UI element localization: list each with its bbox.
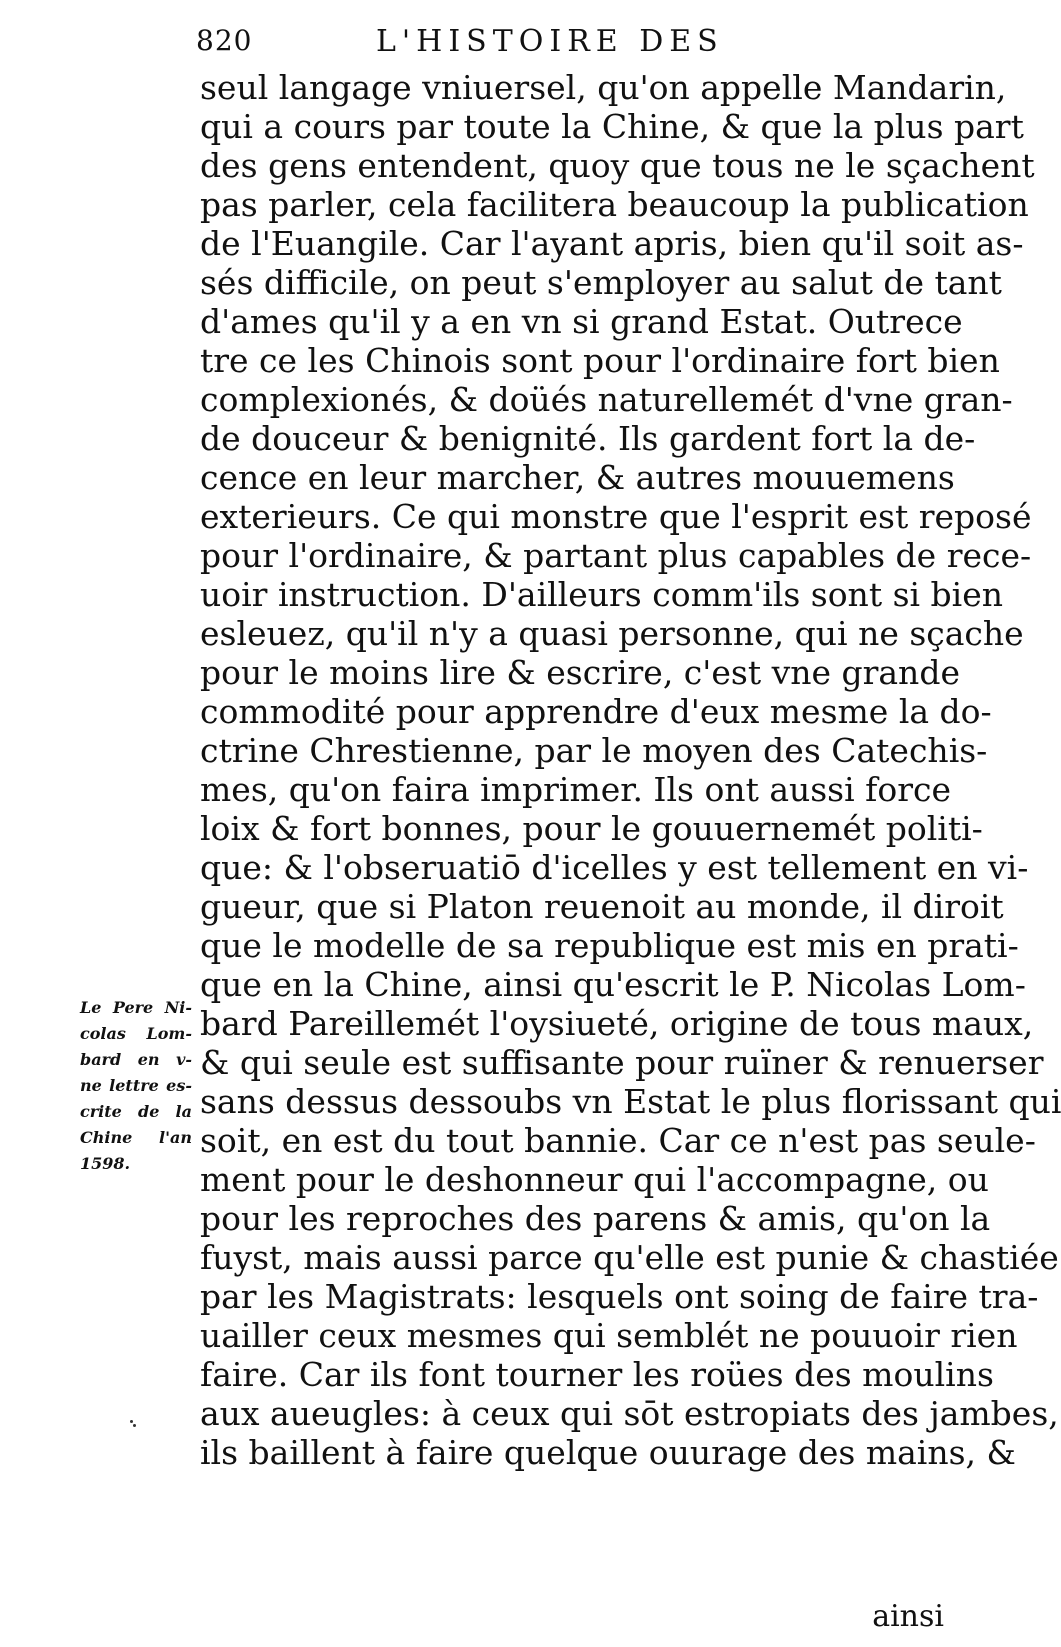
text-line: soit, en est du tout bannie. Car ce n'est pas seule-	[200, 1121, 1036, 1160]
text-line: fuyst, mais aussi parce qu'elle est punie & chastiée	[200, 1238, 1059, 1277]
text-line: mes, qu'on faira imprimer. Ils ont aussi force	[200, 770, 952, 809]
text-line: par les Magistrats: lesquels ont soing de faire tra-	[200, 1277, 1039, 1316]
text-line: ctrine Chrestienne, par le moyen des Catechis-	[200, 731, 988, 770]
text-line: ment pour le deshonneur qui l'accompagne, ou	[200, 1160, 989, 1199]
text-line: de l'Euangile. Car l'ayant apris, bien qu'il soit as-	[200, 224, 1024, 263]
body-text	[200, 68, 1061, 1472]
margin-note	[80, 995, 192, 1177]
text-line: sés difficile, on peut s'employer au salut de tant	[200, 263, 1002, 302]
text-line: pour les reproches des parens & amis, qu'on la	[200, 1199, 991, 1238]
margin-note-line: colas Lom-	[80, 1024, 192, 1043]
text-line: que le modelle de sa republique est mis en prati-	[200, 926, 1019, 965]
text-line: que en la Chine, ainsi qu'escrit le P. Nicolas Lom-	[200, 965, 1026, 1004]
catchword: ainsi	[872, 1599, 944, 1634]
margin-mark	[130, 1420, 136, 1426]
text-line: de douceur & benignité. Ils gardent fort la de-	[200, 419, 976, 458]
text-line: bard Pareillemét l'oysiueté, origine de tous maux,	[200, 1004, 1034, 1043]
text-line: uailler ceux mesmes qui semblét ne pouuoir rien	[200, 1316, 1018, 1355]
running-head: L'HISTOIRE DES	[376, 24, 724, 59]
margin-note-line: bard en v-	[80, 1050, 192, 1069]
margin-note-line: ne lettre es-	[80, 1076, 192, 1095]
text-line: commodité pour apprendre d'eux mesme la do-	[200, 692, 992, 731]
text-line: d'ames qu'il y a en vn si grand Estat. Outrece	[200, 302, 963, 341]
page-number: 820	[196, 24, 253, 57]
text-line: gueur, que si Platon reuenoit au monde, il diroit	[200, 887, 1004, 926]
text-line: qui a cours par toute la Chine, & que la plus part	[200, 107, 1024, 146]
margin-note-line: 1598.	[80, 1154, 131, 1173]
text-line: exterieurs. Ce qui monstre que l'esprit est reposé	[200, 497, 1032, 536]
text-line: seul langage vniuersel, qu'on appelle Mandarin,	[200, 68, 1007, 107]
text-line: esleuez, qu'il n'y a quasi personne, qui ne sçache	[200, 614, 1024, 653]
text-line: pour l'ordinaire, & partant plus capables de rece-	[200, 536, 1032, 575]
margin-note-line: Le Pere Ni-	[80, 998, 192, 1017]
text-line: sans dessus dessoubs vn Estat le plus florissant qui	[200, 1082, 1061, 1121]
text-line: pas parler, cela facilitera beaucoup la publication	[200, 185, 1029, 224]
text-line: faire. Car ils font tourner les roües des moulins	[200, 1355, 994, 1394]
text-line: ils baillent à faire quelque ouurage des mains, &	[200, 1433, 1016, 1472]
text-line: loix & fort bonnes, pour le gouuernemét politi-	[200, 809, 983, 848]
text-line: des gens entendent, quoy que tous ne le sçachent	[200, 146, 1035, 185]
text-line: tre ce les Chinois sont pour l'ordinaire fort bien	[200, 341, 1000, 380]
text-line: & qui seule est suffisante pour ruïner & renuerser	[200, 1043, 1044, 1082]
margin-note-line: crite de la	[80, 1102, 192, 1121]
text-line: pour le moins lire & escrire, c'est vne grande	[200, 653, 960, 692]
text-line: aux aueugles: à ceux qui sōt estropiats des jambes,	[200, 1394, 1059, 1433]
margin-note-line: Chine l'an	[80, 1128, 192, 1147]
text-line: complexionés, & doüés naturellemét d'vne gran-	[200, 380, 1013, 419]
text-line: cence en leur marcher, & autres mouuemens	[200, 458, 955, 497]
text-line: uoir instruction. D'ailleurs comm'ils sont si bien	[200, 575, 1004, 614]
page-header	[196, 24, 936, 64]
text-line: que: & l'obseruatiō d'icelles y est tellement en vi-	[200, 848, 1029, 887]
